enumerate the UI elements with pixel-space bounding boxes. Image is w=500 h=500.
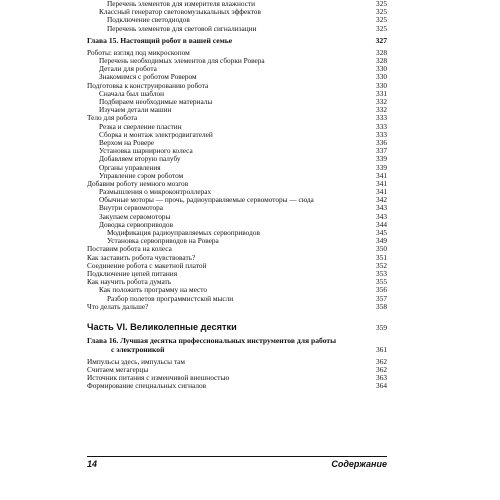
toc-entry xyxy=(87,131,387,139)
toc-entry-label: Импульсы здесь, импульсы там xyxy=(87,357,185,366)
toc-entry xyxy=(87,155,387,163)
toc-entry-label: Органы управления xyxy=(99,163,161,172)
toc-entry xyxy=(87,213,387,221)
toc-entry-label: Размышления о микроконтроллерах xyxy=(99,188,212,197)
toc-entry-label: Добавляем вторую палубу xyxy=(99,155,181,164)
toc-entry xyxy=(87,303,387,311)
toc-entry-label: Установка шарнирного колеса xyxy=(99,147,193,156)
toc-entry-label: Перечень необходимых элементов для сборки Ровера xyxy=(99,57,265,66)
toc-entry-page: 336 xyxy=(376,137,387,147)
toc-entry-label: Как научить робота думать xyxy=(87,278,172,287)
toc-entry-page: 330 xyxy=(376,64,387,74)
toc-entry-label: Формирование специальных сигналов xyxy=(87,382,207,391)
toc-entry-label: Поставим робота на колеса xyxy=(87,245,172,254)
toc-entry xyxy=(87,74,387,82)
toc-entry xyxy=(87,374,387,382)
toc-entry xyxy=(87,114,387,122)
toc-entry-label: Верхом на Ровере xyxy=(99,138,155,147)
toc-top-list xyxy=(87,0,387,33)
toc-entry xyxy=(87,180,387,188)
toc-entry-page: 341 xyxy=(376,178,387,188)
toc-entry-label: Роботы: взгляд под микроскопом xyxy=(87,48,190,57)
toc-entry-page: 328 xyxy=(376,47,387,57)
toc-entry-page: 325 xyxy=(376,23,387,33)
toc-entry xyxy=(87,188,387,196)
footer-rule xyxy=(87,456,387,457)
toc-entry-label: Детали для робота xyxy=(99,65,157,74)
toc-entry-label: Модификация радиоуправляемых сервоприводов xyxy=(107,229,260,238)
toc-entry-page: 342 xyxy=(376,195,387,205)
toc-entry-label: Резка и сверление пластин xyxy=(99,122,182,131)
toc-entry-page: 330 xyxy=(376,72,387,82)
part-6-heading xyxy=(87,320,387,332)
toc-entry xyxy=(87,123,387,131)
toc-entry xyxy=(87,106,387,114)
toc-entry xyxy=(87,65,387,73)
chapter-16-title-line1: Глава 16. Лучшая десятка профессиональных инструментов для работы xyxy=(87,335,337,345)
part-6-title: Часть VI. Великолепные десятки xyxy=(87,321,237,332)
toc-entry xyxy=(87,16,387,24)
toc-entry xyxy=(87,295,387,303)
chapter-16-page: 361 xyxy=(376,344,387,354)
toc-entry-page: 341 xyxy=(376,187,387,197)
toc-entry-label: Как положить программу на место xyxy=(99,286,208,295)
toc-entry xyxy=(87,0,387,8)
chapter-15-heading xyxy=(87,37,387,45)
toc-entry xyxy=(87,25,387,33)
toc-entry-label: Подготовка к конструированию робота xyxy=(87,81,209,90)
toc-entry xyxy=(87,221,387,229)
toc-entry xyxy=(87,262,387,270)
toc-entry-page: 363 xyxy=(376,373,387,383)
part-6-page: 359 xyxy=(376,322,387,332)
toc-entry-label: Соединение робота с макетной платой xyxy=(87,261,207,270)
toc-entry-page: 362 xyxy=(376,356,387,366)
toc-entry-page: 331 xyxy=(376,88,387,98)
toc-entry-label: Считаем мегагерцы xyxy=(87,366,149,375)
chapter-16-title-line2: с электроникой xyxy=(111,344,165,354)
toc-entry-page: 351 xyxy=(376,252,387,262)
toc-entry xyxy=(87,8,387,16)
chapter-16-heading xyxy=(87,336,387,354)
toc-entry-page: 325 xyxy=(376,15,387,25)
toc-entry xyxy=(87,172,387,180)
toc-entry xyxy=(87,82,387,90)
toc-entry xyxy=(87,278,387,286)
toc-entry-page: 352 xyxy=(376,260,387,270)
toc-entry xyxy=(87,49,387,57)
toc-entry-page: 353 xyxy=(376,268,387,278)
toc-entry-page: 337 xyxy=(376,146,387,156)
toc-entry-label: Сборка и монтаж электродвигателей xyxy=(99,130,213,139)
toc-entry-label: Что делать дальше? xyxy=(87,302,149,311)
toc-entry xyxy=(87,286,387,294)
toc-entry xyxy=(87,205,387,213)
toc-entry xyxy=(87,358,387,366)
toc-entry-page: 339 xyxy=(376,162,387,172)
toc-entry-page: 357 xyxy=(376,293,387,303)
toc-entry xyxy=(87,366,387,374)
toc-entry xyxy=(87,245,387,253)
chapter-15-page: 327 xyxy=(375,35,387,45)
toc-entry-label: Источник питания с изменчивой внешностью xyxy=(87,374,230,383)
toc-entry-label: Установка сервоприводов на Ровера xyxy=(107,237,219,246)
toc-entry xyxy=(87,147,387,155)
chapter-16-entries xyxy=(87,358,387,391)
toc-entry xyxy=(87,139,387,147)
toc-entry-page: 325 xyxy=(376,7,387,17)
toc-entry-page: 343 xyxy=(376,203,387,213)
toc-entry-page: 350 xyxy=(376,244,387,254)
chapter-15-title: Глава 15. Настоящий робот в вашей семье xyxy=(87,36,233,45)
chapter-15-entries xyxy=(87,49,387,311)
toc-entry-page: 362 xyxy=(376,365,387,375)
toc-entry-label: Знакомимся с роботом Ровером xyxy=(99,73,197,82)
toc-entry-label: Перечень элементов для световой сигнализации xyxy=(107,24,257,33)
toc-entry-label: Тело для робота xyxy=(87,114,138,123)
toc-entry-page: 332 xyxy=(376,97,387,107)
toc-entry-label: Подключение цепей питания xyxy=(87,269,178,278)
toc-entry-label: Добавим роботу немного мозгов xyxy=(87,179,189,188)
toc-entry-page: 339 xyxy=(376,154,387,164)
toc-entry-label: Подбираем необходимые материалы xyxy=(99,98,213,107)
toc-entry-page: 325 xyxy=(376,0,387,8)
table-of-contents xyxy=(87,0,387,391)
toc-entry-page: 328 xyxy=(376,56,387,66)
footer-title: Содержание xyxy=(331,459,387,469)
toc-entry-page: 358 xyxy=(376,301,387,311)
toc-entry-page: 355 xyxy=(376,277,387,287)
toc-entry-label: Разбор полетов программистской мысли xyxy=(107,294,234,303)
toc-entry-label: Как заставить робота чувствовать? xyxy=(87,253,196,262)
toc-entry-page: 349 xyxy=(376,236,387,246)
toc-entry xyxy=(87,164,387,172)
toc-entry-page: 333 xyxy=(376,113,387,123)
toc-entry-label: Подключение светодиодов xyxy=(107,16,190,25)
toc-entry-label: Закупаем сервомоторы xyxy=(99,212,171,221)
toc-entry xyxy=(87,229,387,237)
toc-entry-page: 333 xyxy=(376,129,387,139)
toc-entry-label: Изучаем детали машин xyxy=(99,106,172,115)
page-footer xyxy=(87,459,387,469)
toc-entry-label: Управление сэром роботом xyxy=(99,171,184,180)
toc-entry xyxy=(87,254,387,262)
toc-entry xyxy=(87,237,387,245)
toc-entry-page: 345 xyxy=(376,228,387,238)
toc-entry-page: 343 xyxy=(376,211,387,221)
toc-entry-page: 332 xyxy=(376,105,387,115)
toc-entry-label: Внутри сервомотора xyxy=(99,204,163,213)
toc-entry-page: 341 xyxy=(376,170,387,180)
toc-entry-label: Классный генератор световомузыкальных эффектов xyxy=(99,8,261,17)
toc-entry xyxy=(87,90,387,98)
toc-entry xyxy=(87,383,387,391)
toc-entry-page: 344 xyxy=(376,219,387,229)
toc-entry xyxy=(87,57,387,65)
footer-page-number: 14 xyxy=(87,459,98,469)
toc-entry-page: 364 xyxy=(376,381,387,391)
toc-entry-page: 333 xyxy=(376,121,387,131)
toc-entry-label: Обычные моторы — прочь, радиоуправляемые сервомоторы — сюда xyxy=(99,196,314,205)
toc-entry-label: Доводка сервоприводов xyxy=(99,220,174,229)
toc-entry xyxy=(87,98,387,106)
toc-entry-page: 330 xyxy=(376,80,387,90)
toc-entry xyxy=(87,270,387,278)
toc-entry-label: Сначала был шаблон xyxy=(99,89,165,98)
toc-entry-page: 356 xyxy=(376,285,387,295)
toc-entry-label: Перечень элементов для измерителя влажности xyxy=(107,0,256,8)
toc-entry xyxy=(87,196,387,204)
